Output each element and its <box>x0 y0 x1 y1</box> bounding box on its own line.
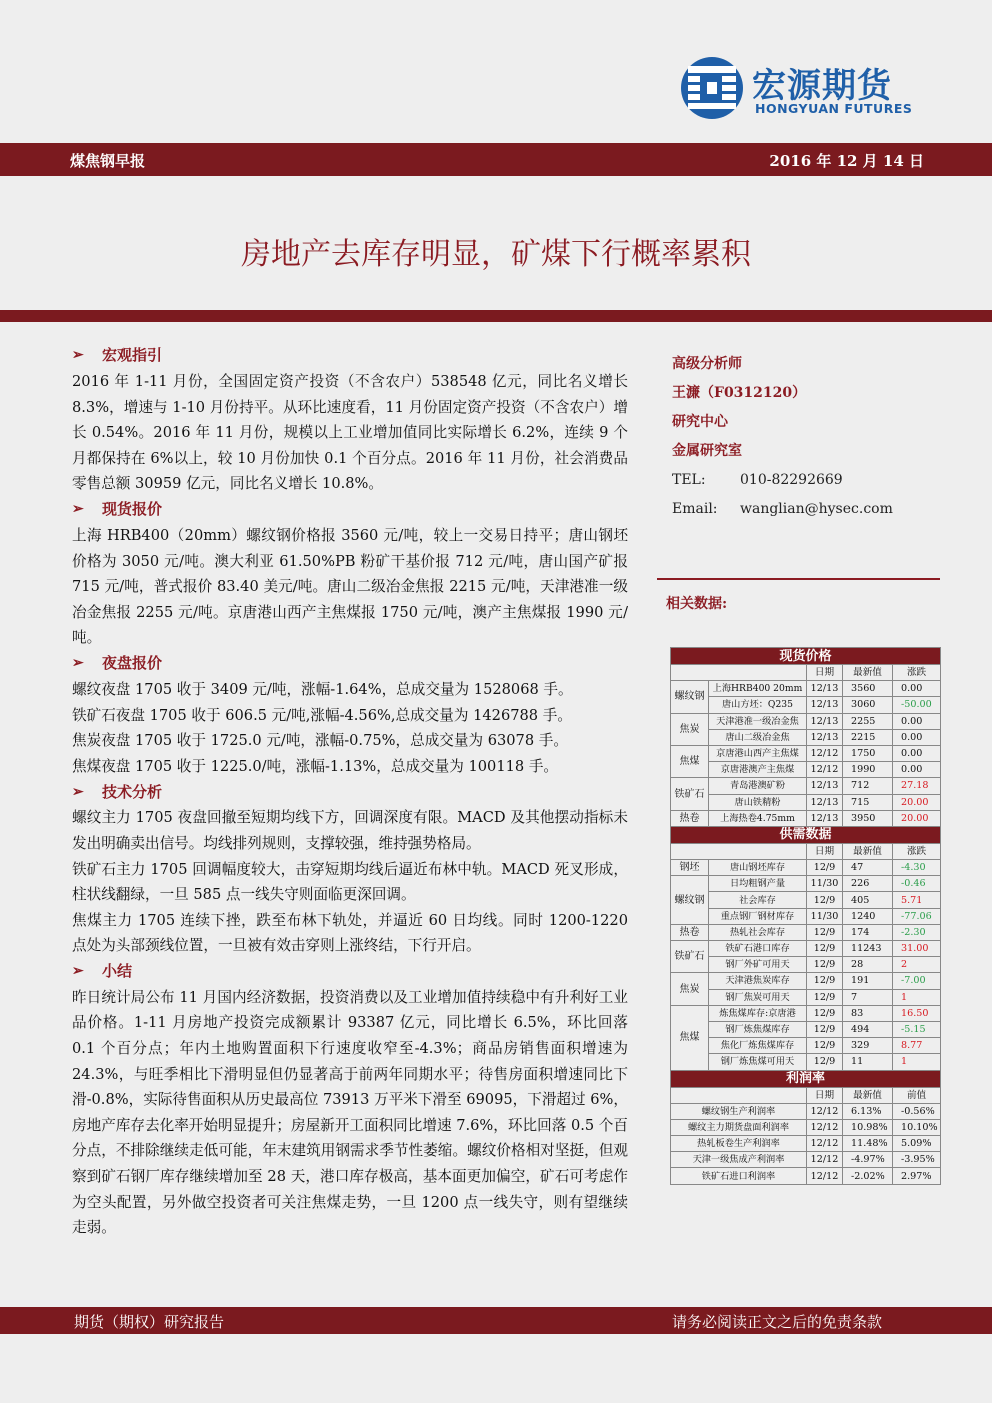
row-date: 12/12 <box>807 1168 843 1184</box>
row-date: 12/9 <box>807 1021 843 1037</box>
table-row <box>671 989 941 1005</box>
analyst-email <box>672 495 893 524</box>
column-header: 最新值 <box>843 665 893 681</box>
row-latest-value: 11243 <box>843 941 893 957</box>
row-latest-value: 3950 <box>843 810 893 826</box>
row-latest-value: 11.48% <box>843 1136 893 1152</box>
row-latest-value: 6.13% <box>843 1103 893 1119</box>
brand-name-cn: 宏源期货 <box>752 66 892 106</box>
email-label: Email: <box>672 501 718 517</box>
arrow-bullet-icon: ➢ <box>72 963 84 980</box>
table-row <box>671 1168 941 1184</box>
row-date: 12/13 <box>807 713 843 729</box>
analyst-tel <box>672 466 893 495</box>
row-date: 12/9 <box>807 1005 843 1021</box>
row-latest-value: 329 <box>843 1038 893 1054</box>
row-change: 0.00 <box>893 713 941 729</box>
row-item-label: 唐山二级冶金焦 <box>709 729 807 745</box>
row-date: 12/12 <box>807 762 843 778</box>
row-latest-value: 83 <box>843 1005 893 1021</box>
row-item-label: 钢厂炼焦煤可用天 <box>709 1054 807 1070</box>
data-table <box>670 647 941 1185</box>
row-change: 31.00 <box>893 941 941 957</box>
row-date: 12/13 <box>807 794 843 810</box>
table-header-row <box>671 665 941 681</box>
table-row <box>671 876 941 892</box>
table-row <box>671 924 941 940</box>
row-latest-value: 2255 <box>843 713 893 729</box>
header-blank <box>671 1087 807 1103</box>
row-item-label: 焦化厂炼焦煤库存 <box>709 1038 807 1054</box>
report-title: 房地产去库存明显，矿煤下行概率累积 <box>241 237 751 272</box>
row-latest-value: 191 <box>843 973 893 989</box>
row-latest-value: -4.97% <box>843 1152 893 1168</box>
row-date: 12/9 <box>807 1054 843 1070</box>
row-latest-value: -2.02% <box>843 1168 893 1184</box>
row-latest-value: 3060 <box>843 697 893 713</box>
table-row <box>671 1103 941 1119</box>
row-item-label: 上海HRB400 20mm <box>709 681 807 697</box>
header-blank <box>671 665 807 681</box>
section-paragraph: 螺纹夜盘 1705 收于 3409 元/吨，涨幅-1.64%，总成交量为 1528068 手。 <box>72 680 573 698</box>
table-row <box>671 1054 941 1070</box>
section-paragraph: 昨日统计局公布 11 月国内经济数据，投资消费以及工业增加值持续稳中有升利好工业品价格。1-11 月房地产投资完成额累计 93387 亿元，同比增长 6.5%，环比回落 0.1 个百分点；年内土地购置面积下行速度收窄至-4.3%；商品房销售面积增速为 24.3%，与旺季相比下滑明显但仍显著高于前两年同期水平；待售房面积增速同比下滑-0.8%，实际待售面积从历史最高位 73913 万平米下滑至 69095，下滑超过 6%，房地产库存去化率开始明显提升；房屋新开工面积同比增速 7.6%，环比回落 0.5 个百分点，不排除继续走低可能，年末建筑用钢需求季节性萎缩。螺纹价格相对坚挺，但观察到矿石钢厂库存继续增加至 28 天，港口库存极高，基本面更加偏空，矿石可考虑作为空头配置，另外做空投资者可关注焦煤走势，一旦 1200 点一线失守，则有望继续走弱。 <box>72 988 629 1237</box>
section-paragraph: 焦煤主力 1705 连续下挫，跌至布林下轨处，并逼近 60 日均线。同时 1200-1220 点处为头部颈线位置，一旦被有效击穿则上涨终结，下行开启。 <box>72 911 628 955</box>
row-change: 20.00 <box>893 810 941 826</box>
table-row <box>671 1119 941 1135</box>
row-latest-value: 715 <box>843 794 893 810</box>
section-paragraph: 焦煤夜盘 1705 收于 1225.0/吨，涨幅-1.13%，总成交量为 100118 手。 <box>72 757 559 775</box>
row-group-label: 焦炭 <box>671 713 709 745</box>
row-item-label: 螺纹主力期货盘面利润率 <box>671 1119 807 1135</box>
table-row <box>671 713 941 729</box>
table-row <box>671 697 941 713</box>
row-date: 12/12 <box>807 1136 843 1152</box>
analyst-subdept: 金属研究室 <box>672 443 742 459</box>
row-date: 12/9 <box>807 1038 843 1054</box>
row-group-label: 螺纹钢 <box>671 681 709 713</box>
row-item-label: 螺纹钢生产利润率 <box>671 1103 807 1119</box>
table-header-row <box>671 1087 941 1103</box>
analyst-info <box>672 350 893 524</box>
section-heading <box>72 779 628 805</box>
row-change: 20.00 <box>893 794 941 810</box>
row-group-label: 钢坯 <box>671 860 709 876</box>
table-section-title: 供需数据 <box>671 826 941 843</box>
row-date: 12/9 <box>807 989 843 1005</box>
row-change: 5.71 <box>893 892 941 908</box>
table-row <box>671 860 941 876</box>
row-latest-value: 174 <box>843 924 893 940</box>
table-row <box>671 941 941 957</box>
table-row <box>671 892 941 908</box>
row-date: 11/30 <box>807 908 843 924</box>
row-item-label: 钢厂焦炭可用天 <box>709 989 807 1005</box>
row-date: 12/13 <box>807 778 843 794</box>
column-header: 日期 <box>807 1087 843 1103</box>
section-paragraph: 铁矿石夜盘 1705 收于 606.5 元/吨,涨幅-4.56%,总成交量为 1426788 手。 <box>72 706 572 724</box>
row-group-label: 热卷 <box>671 810 709 826</box>
tel-label: TEL: <box>672 472 706 488</box>
column-header: 最新值 <box>843 1087 893 1103</box>
column-header: 日期 <box>807 843 843 859</box>
section-heading-text: 宏观指引 <box>102 346 163 365</box>
table-section-title: 利润率 <box>671 1070 941 1087</box>
table-row <box>671 762 941 778</box>
row-previous-value: 2.97% <box>893 1168 941 1184</box>
row-item-label: 钢厂炼焦煤库存 <box>709 1021 807 1037</box>
report-type: 煤焦钢早报 <box>70 152 146 170</box>
table-row <box>671 957 941 973</box>
header-blank <box>671 843 807 859</box>
arrow-bullet-icon: ➢ <box>72 501 84 518</box>
row-group-label: 热卷 <box>671 924 709 940</box>
row-date: 11/30 <box>807 876 843 892</box>
row-item-label: 青岛港澳矿粉 <box>709 778 807 794</box>
row-group-label: 铁矿石 <box>671 778 709 810</box>
footer-left-text: 期货（期权）研究报告 <box>74 1313 225 1331</box>
table-row <box>671 973 941 989</box>
row-change: 0.00 <box>893 681 941 697</box>
row-change: 0.00 <box>893 762 941 778</box>
table-row <box>671 908 941 924</box>
row-latest-value: 3560 <box>843 681 893 697</box>
row-item-label: 热轧社会库存 <box>709 924 807 940</box>
table-row <box>671 810 941 826</box>
arrow-bullet-icon: ➢ <box>72 347 84 364</box>
analyst-name: 王濂（F0312120） <box>672 385 807 401</box>
row-item-label: 天津港准一级冶金焦 <box>709 713 807 729</box>
hongyuan-logo-icon <box>680 56 744 120</box>
row-previous-value: 10.10% <box>893 1119 941 1135</box>
row-item-label: 京唐港澳产主焦煤 <box>709 762 807 778</box>
email-value[interactable]: wanglian@hysec.com <box>740 501 893 517</box>
table-row <box>671 794 941 810</box>
row-latest-value: 405 <box>843 892 893 908</box>
brand-name-en: HONGYUAN FUTURES <box>755 101 913 116</box>
arrow-bullet-icon: ➢ <box>72 655 84 672</box>
column-header: 前值 <box>893 1087 941 1103</box>
row-latest-value: 226 <box>843 876 893 892</box>
column-header: 日期 <box>807 665 843 681</box>
section-heading <box>72 959 628 985</box>
row-latest-value: 47 <box>843 860 893 876</box>
section-heading-text: 小结 <box>102 962 133 981</box>
row-date: 12/9 <box>807 941 843 957</box>
row-date: 12/13 <box>807 697 843 713</box>
row-change: -4.30 <box>893 860 941 876</box>
title-divider <box>0 310 992 322</box>
row-group-label: 螺纹钢 <box>671 876 709 925</box>
row-date: 12/12 <box>807 745 843 761</box>
related-data-title: 相关数据: <box>666 596 728 612</box>
row-item-label: 铁矿石进口利润率 <box>671 1168 807 1184</box>
analyst-dept: 研究中心 <box>672 414 728 430</box>
row-item-label: 天津一级焦成产利润率 <box>671 1152 807 1168</box>
row-date: 12/12 <box>807 1103 843 1119</box>
row-date: 12/12 <box>807 1152 843 1168</box>
row-change: 0.00 <box>893 745 941 761</box>
row-latest-value: 28 <box>843 957 893 973</box>
section-paragraph: 铁矿石主力 1705 回调幅度较大，击穿短期均线后逼近布林中轨。MACD 死叉形成，柱状线翻绿，一旦 585 点一线失守则面临更深回调。 <box>72 860 628 904</box>
row-item-label: 天津港焦炭库存 <box>709 973 807 989</box>
table-row <box>671 1005 941 1021</box>
arrow-bullet-icon: ➢ <box>72 783 84 800</box>
row-latest-value: 2215 <box>843 729 893 745</box>
row-item-label: 上海热卷4.75mm <box>709 810 807 826</box>
section-heading <box>72 497 628 523</box>
column-header: 涨跌 <box>893 665 941 681</box>
row-group-label: 焦炭 <box>671 973 709 1005</box>
row-change: 1 <box>893 989 941 1005</box>
row-change: 2 <box>893 957 941 973</box>
tel-value: 010-82292669 <box>740 472 843 488</box>
table-section-title: 现货价格 <box>671 648 941 665</box>
section-paragraph: 2016 年 1-11 月份，全国固定资产投资（不含农户）538548 亿元，同比名义增长 8.3%，增速与 1-10 月份持平。从环比速度看，11 月份固定资产投资（不含农户）增长 0.54%。2016 年 11 月份，规模以上工业增加值同比实际增长 6.2%，连续 9 个月都保持在 6%以上，较 10 月份加快 0.1 个百分点。2016 年 11 月份，社会消费品零售总额 30959 亿元，同比名义增长 10.8%。 <box>72 373 628 493</box>
row-change: 16.50 <box>893 1005 941 1021</box>
row-previous-value: -0.56% <box>893 1103 941 1119</box>
section-paragraph: 上海 HRB400（20mm）螺纹钢价格报 3560 元/吨，较上一交易日持平；唐山钢坯价格为 3050 元/吨。澳大利亚 61.50%PB 粉矿干基价报 712 元/吨，唐山国产矿报 715 元/吨，普式报价 83.40 美元/吨。唐山二级冶金焦报 2215 元/吨，天津港准一级冶金焦报 2255 元/吨。京唐港山西产主焦煤报 1750 元/吨，澳产主焦煤报 1990 元/吨。 <box>72 526 628 647</box>
row-item-label: 日均粗钢产量 <box>709 876 807 892</box>
footer-disclaimer-link[interactable]: 请务必阅读正文之后的免责条款 <box>671 1313 882 1331</box>
row-change: 1 <box>893 1054 941 1070</box>
row-latest-value: 494 <box>843 1021 893 1037</box>
row-latest-value: 7 <box>843 989 893 1005</box>
table-header-row <box>671 843 941 859</box>
row-date: 12/9 <box>807 957 843 973</box>
row-change: 0.00 <box>893 729 941 745</box>
table-row <box>671 1152 941 1168</box>
row-date: 12/9 <box>807 860 843 876</box>
row-item-label: 唐山铁精粉 <box>709 794 807 810</box>
row-change: -0.46 <box>893 876 941 892</box>
section-heading-text: 现货报价 <box>102 500 163 519</box>
row-latest-value: 10.98% <box>843 1119 893 1135</box>
row-latest-value: 1750 <box>843 745 893 761</box>
row-change: -7.00 <box>893 973 941 989</box>
row-latest-value: 1990 <box>843 762 893 778</box>
row-date: 12/13 <box>807 729 843 745</box>
row-latest-value: 1240 <box>843 908 893 924</box>
row-date: 12/12 <box>807 1119 843 1135</box>
table-row <box>671 729 941 745</box>
section-heading <box>72 343 628 369</box>
row-date: 12/13 <box>807 681 843 697</box>
report-date: 2016 年 12 月 14 日 <box>769 152 924 170</box>
row-item-label: 热轧板卷生产利润率 <box>671 1136 807 1152</box>
table-row <box>671 778 941 794</box>
row-group-label: 铁矿石 <box>671 941 709 973</box>
row-latest-value: 11 <box>843 1054 893 1070</box>
row-change: -77.06 <box>893 908 941 924</box>
row-previous-value: -3.95% <box>893 1152 941 1168</box>
row-change: 8.77 <box>893 1038 941 1054</box>
table-row <box>671 745 941 761</box>
table-row <box>671 1038 941 1054</box>
row-item-label: 钢厂外矿可用天 <box>709 957 807 973</box>
row-item-label: 京唐港山西产主焦煤 <box>709 745 807 761</box>
analyst-role: 高级分析师 <box>672 356 742 372</box>
row-change: -50.00 <box>893 697 941 713</box>
table-row <box>671 1136 941 1152</box>
table-row <box>671 681 941 697</box>
row-previous-value: 5.09% <box>893 1136 941 1152</box>
column-header: 涨跌 <box>893 843 941 859</box>
table-row <box>671 1021 941 1037</box>
row-item-label: 唐山钢坯库存 <box>709 860 807 876</box>
row-item-label: 铁矿石港口库存 <box>709 941 807 957</box>
row-latest-value: 712 <box>843 778 893 794</box>
section-heading-text: 技术分析 <box>102 782 163 801</box>
section-heading <box>72 651 628 677</box>
right-divider <box>657 578 940 580</box>
section-heading-text: 夜盘报价 <box>102 654 163 673</box>
column-header: 最新值 <box>843 843 893 859</box>
row-date: 12/9 <box>807 892 843 908</box>
row-item-label: 社会库存 <box>709 892 807 908</box>
row-date: 12/13 <box>807 810 843 826</box>
section-paragraph: 焦炭夜盘 1705 收于 1725.0 元/吨，涨幅-0.75%，总成交量为 63078 手。 <box>72 732 568 750</box>
main-content <box>72 343 628 1241</box>
row-change: -5.15 <box>893 1021 941 1037</box>
row-item-label: 唐山方坯：Q235 <box>709 697 807 713</box>
row-date: 12/9 <box>807 973 843 989</box>
row-change: -2.30 <box>893 924 941 940</box>
row-date: 12/9 <box>807 924 843 940</box>
row-group-label: 焦煤 <box>671 745 709 777</box>
row-change: 27.18 <box>893 778 941 794</box>
row-item-label: 重点钢厂钢材库存 <box>709 908 807 924</box>
row-group-label: 焦煤 <box>671 1005 709 1070</box>
row-item-label: 炼焦煤库存:京唐港 <box>709 1005 807 1021</box>
section-paragraph: 螺纹主力 1705 夜盘回撤至短期均线下方，回调深度有限。MACD 及其他摆动指标未发出明确卖出信号。均线排列规则，支撑较强，维持强势格局。 <box>72 809 628 852</box>
